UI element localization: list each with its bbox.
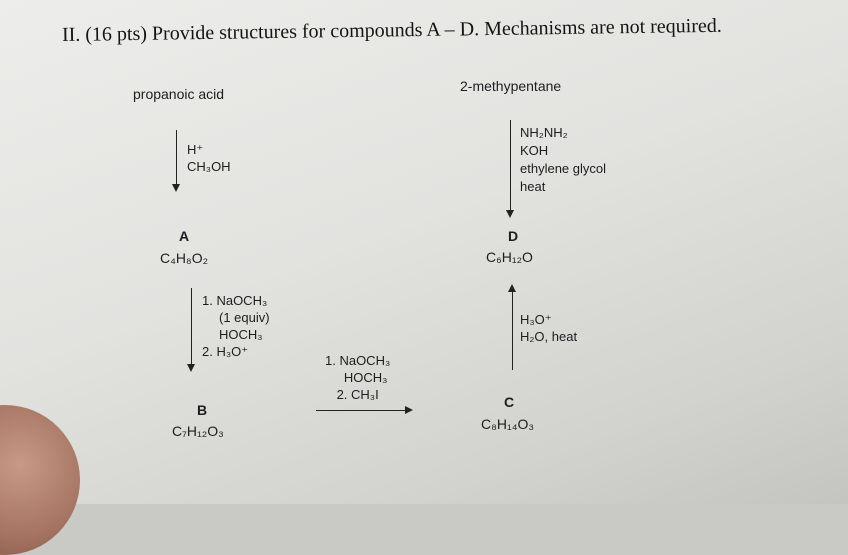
reagent: ethylene glycol xyxy=(520,161,606,176)
compound-c-formula: C₈H₁₄O₃ xyxy=(481,416,535,432)
arrow-step2-line xyxy=(191,288,192,364)
compound-d-formula: C₆H₁₂O xyxy=(486,249,533,265)
start-2-methylpentane: 2-methypentane xyxy=(460,78,562,94)
step1-reagents xyxy=(187,141,231,175)
arrow-step4-line xyxy=(512,292,513,370)
step2-reagents xyxy=(202,292,270,360)
arrow-step3-head xyxy=(405,406,413,414)
arrow-step3-line xyxy=(316,410,406,411)
arrow-step4-head xyxy=(508,284,516,292)
reagent: 1. NaOCH₃ xyxy=(202,293,268,308)
reagent: HOCH₃ xyxy=(219,327,263,342)
reagent: heat xyxy=(520,179,546,194)
reagent: 2. CH₃I xyxy=(336,387,379,402)
question-title: II. (16 pts) Provide structures for compounds A – D. Mechanisms are not required. xyxy=(61,14,722,46)
reagent: 2. H₃O⁺ xyxy=(202,344,249,359)
reagent: NH₂NH₂ xyxy=(520,125,568,140)
compound-c-label: C xyxy=(504,394,515,410)
reagent: H₂O, heat xyxy=(520,329,578,344)
reagent: KOH xyxy=(520,143,549,158)
compound-a-label: A xyxy=(179,228,190,244)
reagent: H₃O⁺ xyxy=(520,312,552,327)
arrow-step2-head xyxy=(187,364,195,372)
compound-a-formula: C₄H₈O₂ xyxy=(160,250,209,266)
arrow-step1-line xyxy=(176,130,177,184)
start-propanoic-acid: propanoic acid xyxy=(133,86,225,102)
arrow-step1-head xyxy=(172,184,180,192)
reagent: H⁺ xyxy=(187,142,204,157)
arrow-step5-head xyxy=(506,210,514,218)
compound-b-label: B xyxy=(197,402,208,418)
reagent: (1 equiv) xyxy=(219,310,270,325)
reagent: 1. NaOCH₃ xyxy=(325,353,391,368)
compound-b-formula: C₇H₁₂O₃ xyxy=(172,423,224,439)
reagent: HOCH₃ xyxy=(343,370,388,385)
step4-reagents xyxy=(520,311,577,345)
reagent: CH₃OH xyxy=(187,159,231,174)
step5-reagents xyxy=(520,124,606,196)
arrow-step5-line xyxy=(510,120,511,210)
compound-d-label: D xyxy=(508,228,519,244)
step3-reagents xyxy=(325,352,390,403)
